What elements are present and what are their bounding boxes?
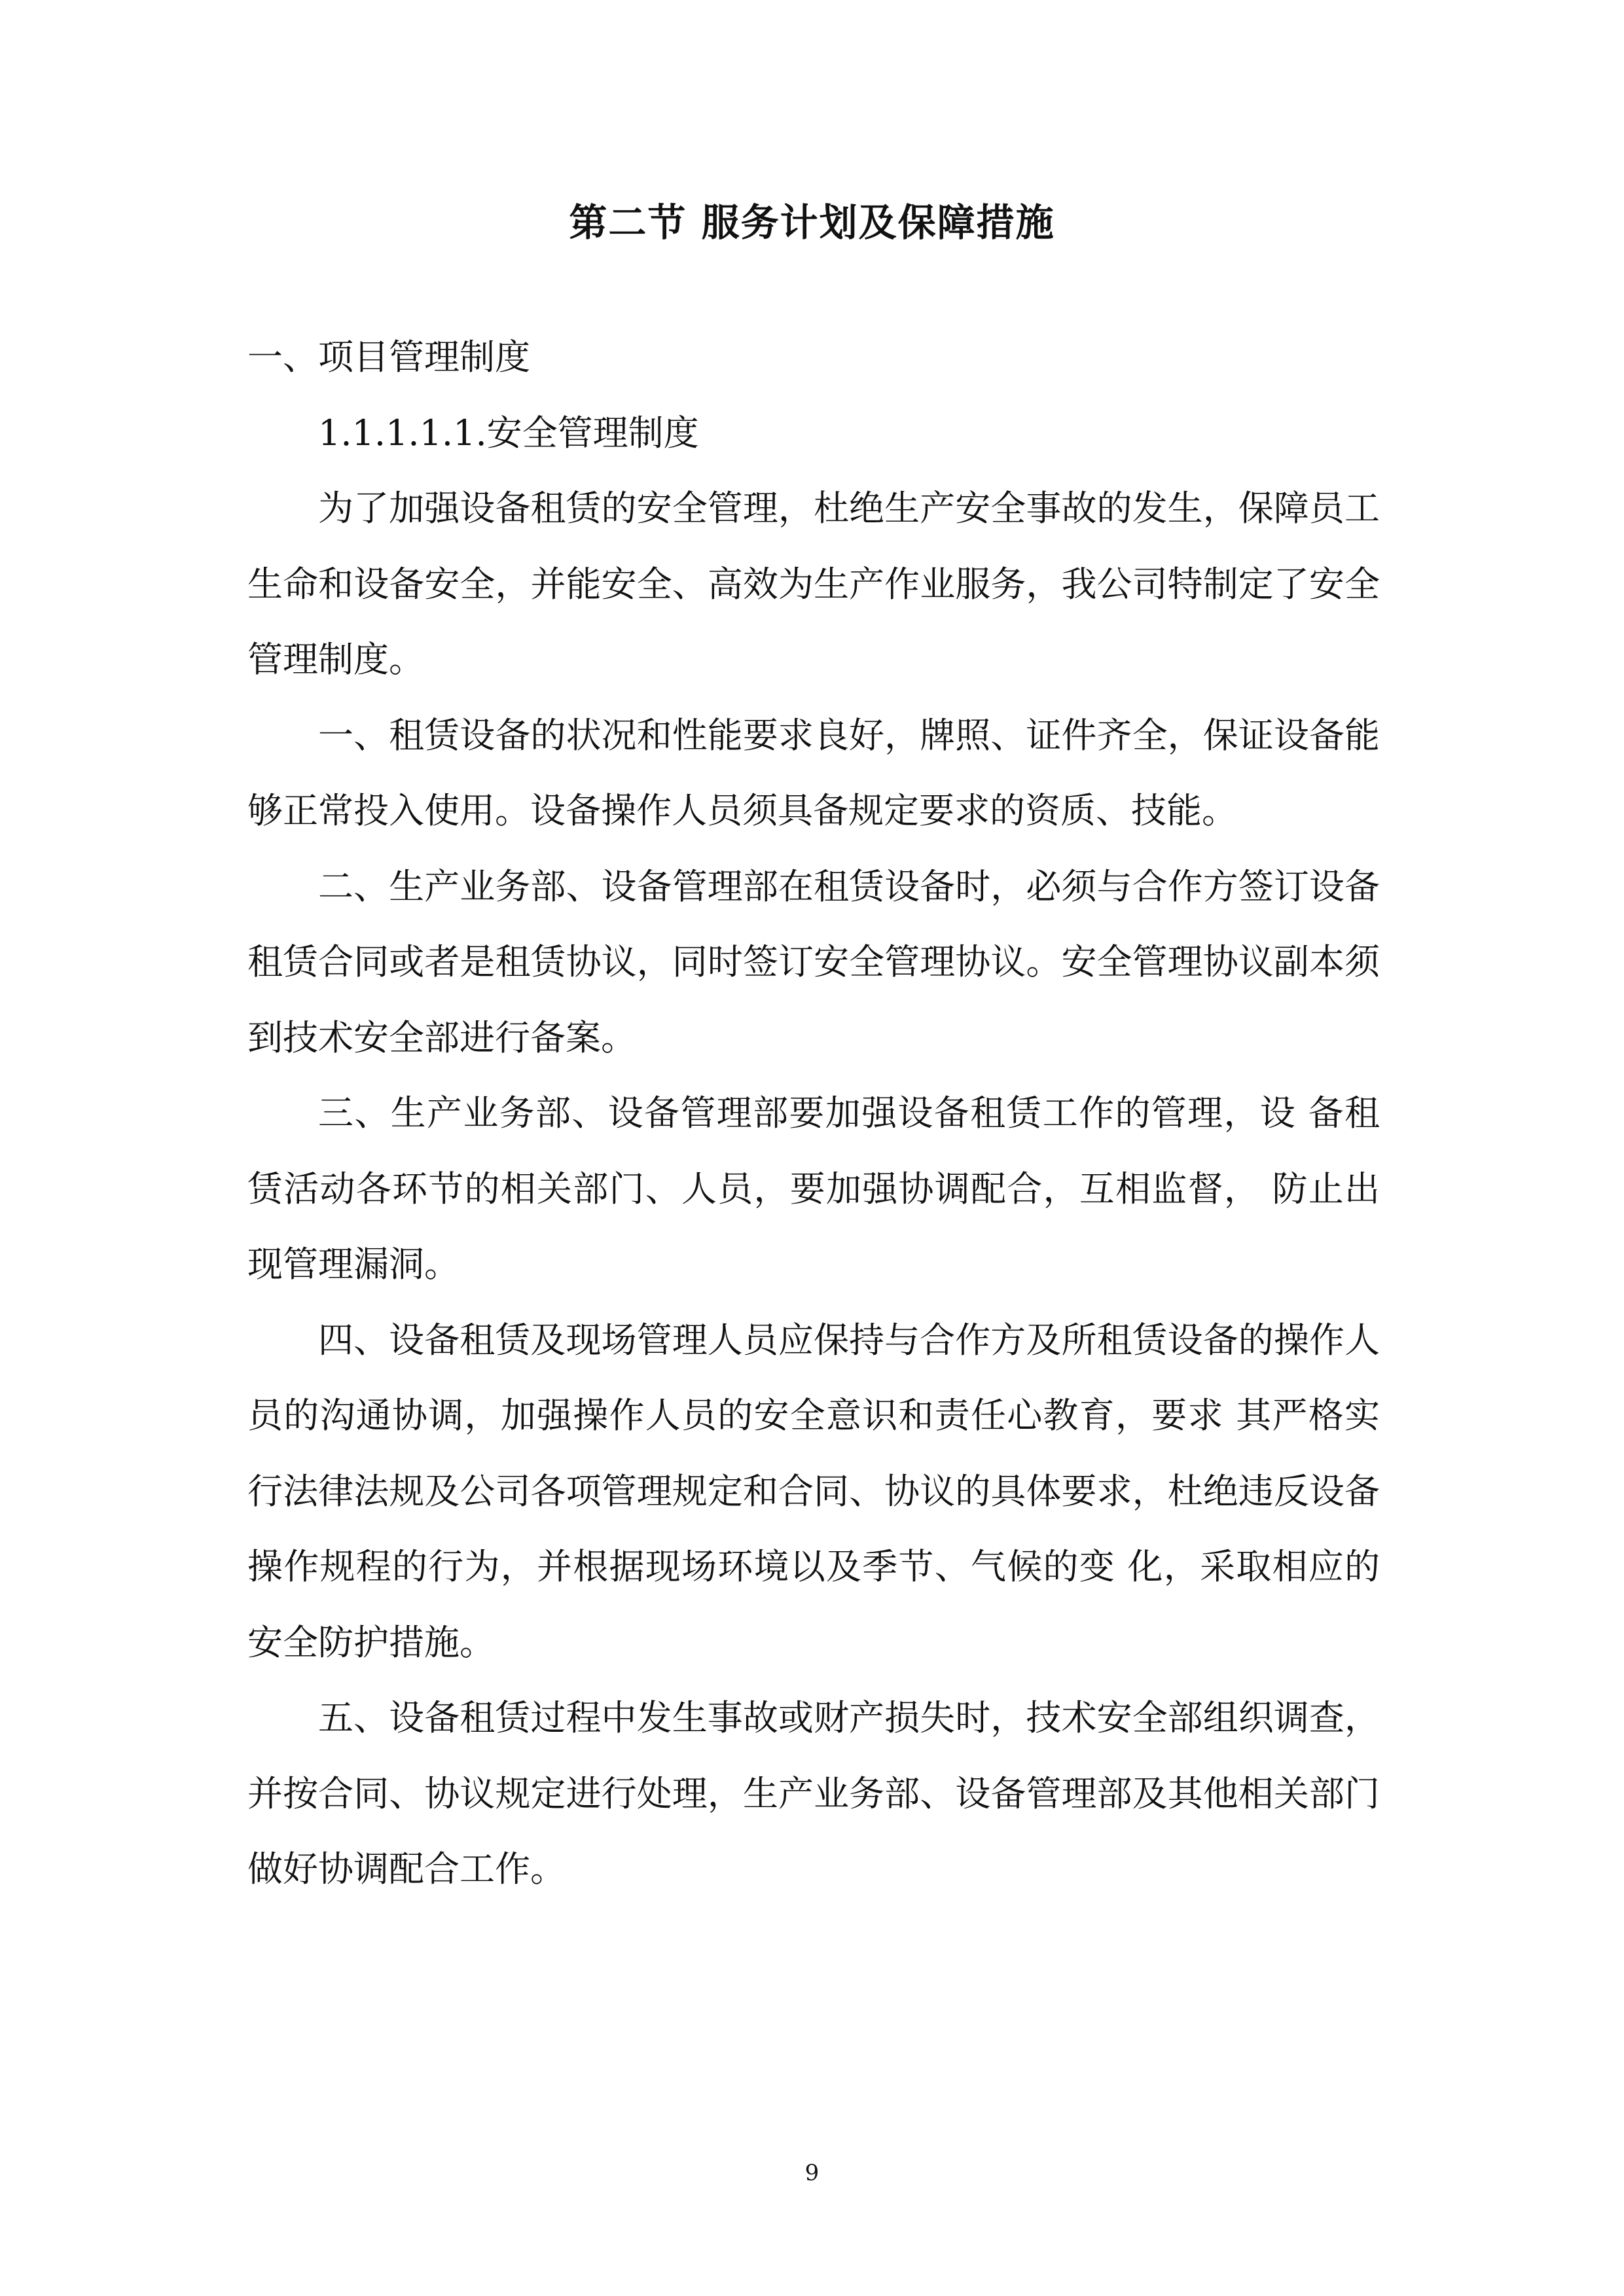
paragraph-item-1: 一、租赁设备的状况和性能要求良好，牌照、证件齐全，保证设备能够正常投入使用。设备操作人员须具备规定要求的资质、技能。 bbox=[247, 714, 1380, 831]
paragraph-item-4: 四、设备租赁及现场管理人员应保持与合作方及所租赁设备的操作人员的沟通协调，加强操作人员的安全意识和责任心教育，要求 其严格实行法律法规及公司各项管理规定和合同、协议的具体要求，杜绝违反设备操作规程的行为，并根据现场环境以及季节、气候的变 化，采取相应的安全防护措施。 bbox=[247, 1319, 1380, 1663]
paragraph-item-3: 三、生产业务部、设备管理部要加强设备租赁工作的管理，设 备租赁活动各环节的相关部门、人员，要加强协调配合，互相监督， 防止出现管理漏洞。 bbox=[247, 1092, 1380, 1285]
subsection-heading: 1.1.1.1.1.安全管理制度 bbox=[318, 412, 699, 454]
document-body bbox=[247, 319, 1380, 1907]
page-number: 9 bbox=[804, 2160, 820, 2186]
paragraph-item-2: 二、生产业务部、设备管理部在租赁设备时，必须与合作方签订设备租赁合同或者是租赁协议，同时签订安全管理协议。安全管理协议副本须到技术安全部进行备案。 bbox=[247, 865, 1380, 1058]
paragraph-intro: 为了加强设备租赁的安全管理，杜绝生产安全事故的发生，保障员工生命和设备安全，并能安全、高效为生产作业服务，我公司特制定了安全管理制度。 bbox=[247, 488, 1380, 680]
section-heading: 一、项目管理制度 bbox=[247, 336, 530, 378]
page-title: 第二节 服务计划及保障措施 bbox=[569, 200, 1055, 245]
paragraph-item-5: 五、设备租赁过程中发生事故或财产损失时，技术安全部组织调查，并按合同、协议规定进行处理，生产业务部、设备管理部及其他相关部门做好协调配合工作。 bbox=[247, 1697, 1380, 1890]
